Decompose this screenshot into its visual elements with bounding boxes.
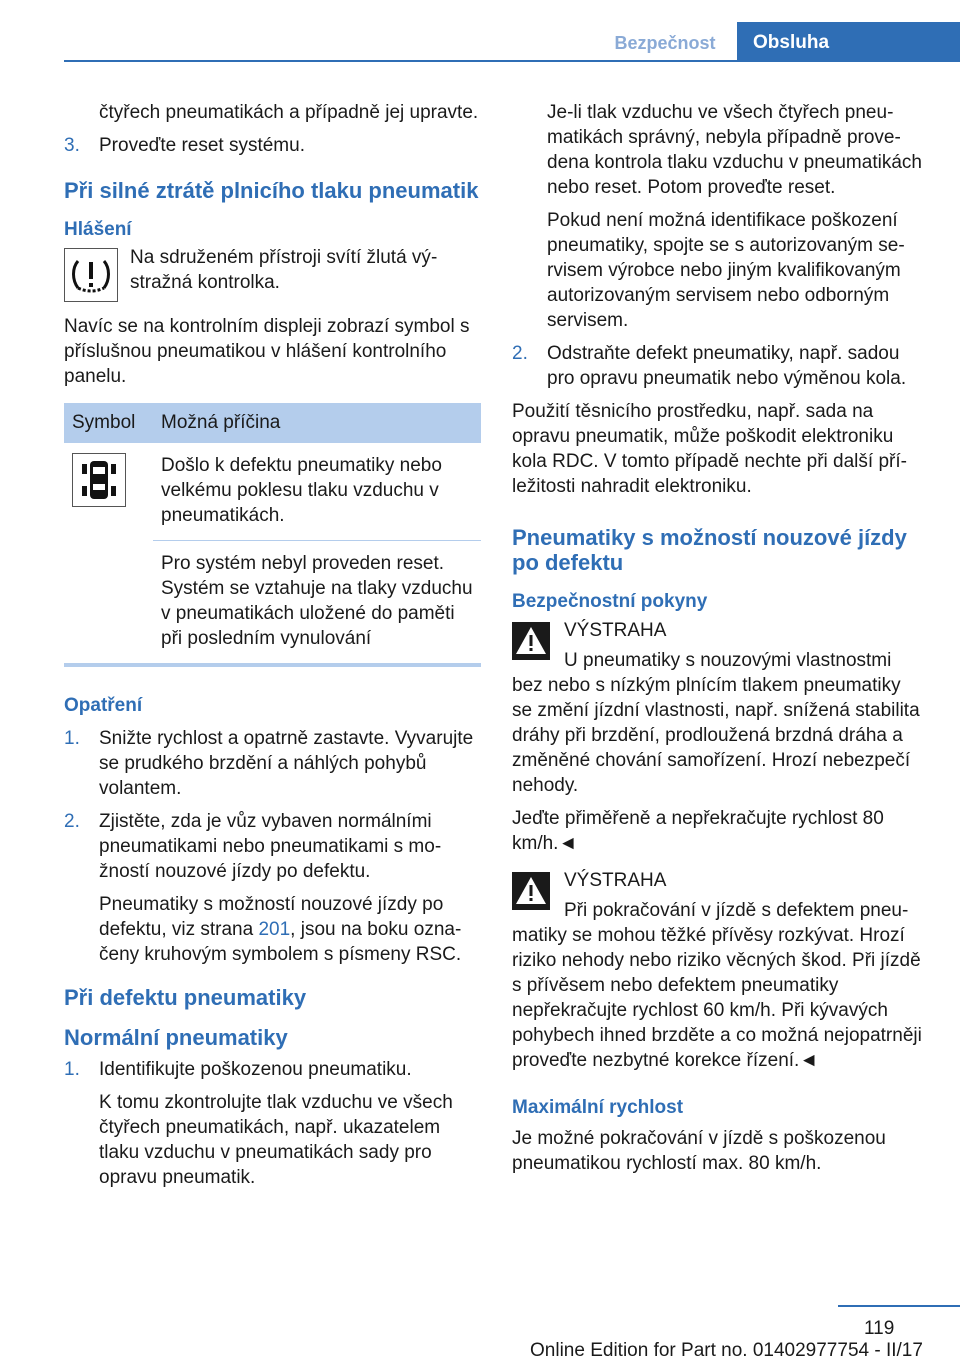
tire-pressure-warning-icon — [64, 248, 118, 302]
step-number: 2. — [64, 811, 80, 832]
step-continuation: Je-li tlak vzduchu ve všech čtyřech pneumatikách správný, nebyla případně provedena kontrola tlaku vzduchu v pneumatikách nebo reset. Potom proveďte reset. — [547, 102, 922, 198]
hlaseni-text: Na sdruženém přístroji svítí žlutá výstražná kontrolka. — [130, 247, 438, 293]
subheading-safety: Bezpečnostní pokyny — [512, 591, 708, 612]
right-column — [512, 100, 924, 1184]
hlaseni-block — [64, 248, 481, 302]
warning-text: Při pokračování v jízdě s defektem pneumatiky se mohou těžké přívěsy rozkývat. Hrozí riziko nehody nebo riziko věcných škod. Při jízdě s přívěsem nebo defektem pneumatiky nepřekračujte rychlost 60 km/h. Při kývavých pohybech ihned brzděte a co možná nejopatrněji proveďte nezbytné korekce řízení.◄ — [512, 900, 922, 1071]
table-bottom-rule — [64, 663, 481, 667]
heading-tire-defect: Při defektu pneumatiky — [64, 985, 307, 1010]
table-header-cause: Možná příčina — [153, 403, 481, 443]
step-text: Odstraňte defekt pneumatiky, např. sadou pro opravu pneumatik nebo výměnou kola. — [547, 343, 907, 389]
step-continuation: čtyřech pneumatikách a případně jej upravte. — [99, 102, 479, 123]
heading-normal-tires: Normální pneumatiky — [64, 1025, 288, 1050]
table-cell-cause: Došlo k defektu pneumatiky nebo velkému poklesu tlaku vzduchu v pneumatikách. — [153, 443, 481, 541]
car-tire-symbol-icon — [72, 491, 126, 512]
page-link-201[interactable]: 201 — [258, 919, 291, 940]
page-number: 119 — [864, 1318, 895, 1339]
symbol-table — [64, 403, 481, 667]
warning-text-2: Jeďte přiměřeně a nepřekračujte rychlost 80 km/h.◄ — [512, 808, 884, 854]
step-continuation: Pokud není možná identifikace poškození pneumatiky, spojte se s autorizovaným servisem výrobce nebo jiným kvalifikovaným autorizovaným servisem nebo odborným servisem. — [547, 210, 905, 331]
header-rule — [64, 60, 960, 62]
step-text: Zjistěte, zda je vůz vybaven normálními pneumatikami nebo pneumatikami s možností nouzové jízdy po defektu. — [99, 811, 442, 882]
table-cell-cause: Pro systém nebyl proveden reset. Systém se vztahuje na tlaky vzduchu v pneumatikách uložené do paměti při posledním vynulování — [161, 553, 473, 649]
tab-bezpecnost[interactable]: Bezpečnost — [614, 33, 716, 53]
warning-title: VÝSTRAHA — [564, 620, 667, 641]
step-number: 3. — [64, 135, 80, 156]
step-3 — [64, 133, 481, 158]
table-row — [64, 541, 481, 664]
step-2 — [512, 341, 924, 391]
tab-obsluha[interactable]: Obsluha — [737, 22, 960, 62]
warning-title: VÝSTRAHA — [564, 870, 667, 891]
footer-rule — [838, 1305, 960, 1307]
step-number: 1. — [64, 728, 80, 749]
table-cell-symbol — [64, 443, 153, 541]
edition-text: Online Edition for Part no. 01402977754 - II/17 — [530, 1340, 923, 1361]
subheading-hlaseni: Hlášení — [64, 219, 132, 240]
step-text: Identifikujte poškozenou pneumatiku. — [99, 1059, 412, 1080]
left-column — [64, 100, 481, 1198]
step-text: Snižte rychlost a opatrně zastavte. Vyvarujte se prudkého brzdění a náhlých pohybů volantem. — [99, 728, 474, 799]
sealant-text: Použití těsnicího prostředku, např. sada na opravu pneumatik, může poškodit elektroniku kola RDC. V tomto případě nechte při další příležitosti nahradit elektroniku. — [512, 401, 907, 497]
warning-text: U pneumatiky s nouzovými vlastnostmi bez nebo s nízkým plnícím tlakem pneumatiky se změní jízdní vlastnosti, např. snížená stabilita dráhy při brzdění, prodloužená brzdná dráha a změněné chování samořízení. Hrozí nebezpečí nehody. — [512, 650, 920, 796]
subheading-max-speed: Maximální rychlost — [512, 1097, 684, 1118]
table-header-symbol: Symbol — [64, 403, 153, 443]
page-header — [0, 0, 960, 62]
step-number: 1. — [64, 1059, 80, 1080]
table-row — [64, 443, 481, 541]
step-1 — [64, 1057, 481, 1082]
step-continuation: Pneumatiky s možností nouzové jízdy po defektu, viz strana 201, jsou na boku označeny kruhovým symbolem s písmeny RSC. — [99, 894, 462, 965]
step-number: 2. — [512, 343, 528, 364]
extra-display-text: Navíc se na kontrolním displeji zobrazí symbol s příslušnou pneumatikou v hlášení kontrolního panelu. — [64, 316, 470, 387]
subheading-opatreni: Opatření — [64, 695, 143, 716]
step-2 — [64, 809, 481, 884]
max-speed-text: Je možné pokračování v jízdě s poškozenou pneumatikou rychlostí max. 80 km/h. — [512, 1128, 886, 1174]
step-1 — [64, 726, 481, 801]
heading-runflat: Pneumatiky s možností nouzové jízdy po defektu — [512, 525, 907, 575]
step-text: Proveďte reset systému. — [99, 135, 305, 156]
heading-strong-pressure-loss: Při silné ztrátě plnicího tlaku pneumatik — [64, 178, 479, 203]
step-continuation: K tomu zkontrolujte tlak vzduchu ve všech čtyřech pneumatikách, např. ukazatelem tlaku vzduchu v pneumatikách sady pro opravu pneumatik. — [99, 1092, 453, 1188]
